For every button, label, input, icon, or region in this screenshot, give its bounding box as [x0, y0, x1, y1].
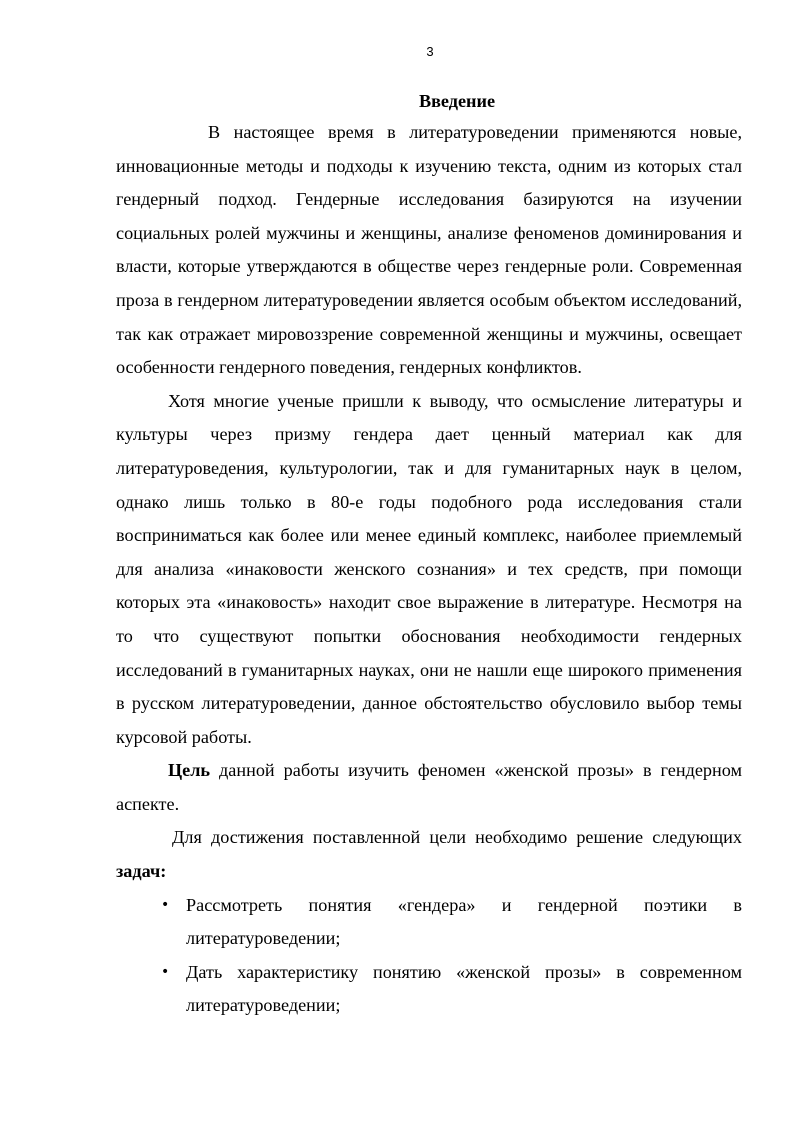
intro-paragraph: В настоящее время в литературоведении применяются новые, инновационные методы и подходы к изучению текста, одним из которых стал гендерный подход. Гендерные исследования базируются на изучении социальных ролей мужчины и женщины, анализе феноменов доминирования и власти, которые утверждаются в обществе через гендерные роли. Современная проза в гендерном литературоведении является особым объектом исследований, так как отражает мировоззрение современной женщины и мужчины, освещает особенности гендерного поведения, гендерных конфликтов.	[116, 122, 742, 378]
tasks-label: задач:	[116, 861, 167, 882]
goal-text: данной работы изучить феномен «женской прозы» в гендерном аспекте.	[116, 760, 742, 814]
section-title: Введение	[418, 91, 496, 111]
document-body	[116, 88, 742, 1023]
task-list	[116, 889, 742, 1023]
tasks-intro-paragraph	[116, 821, 742, 888]
goal-paragraph	[116, 754, 742, 821]
context-paragraph: Хотя многие ученые пришли к выводу, что осмысление литературы и культуры через призму гендера дает ценный материал как для литературоведения, культурологии, так и для гуманитарных наук в целом, однако лишь только в 80-е годы подобного рода исследования стали восприниматься как более или менее единый комплекс, наиболее приемлемый для анализа «инаковости женского сознания» и тех средств, при помощи которых эта «инаковость» находит свое выражение в литературе. Несмотря на то что существуют попытки обоснования необходимости гендерных исследований в гуманитарных науках, они не нашли еще широкого применения в русском литературоведении, данное обстоятельство обусловило выбор темы курсовой работы.	[116, 390, 742, 747]
bullet-icon: •	[161, 896, 170, 913]
list-item	[116, 889, 742, 956]
goal-label: Цель	[168, 760, 211, 781]
list-item	[116, 956, 742, 1023]
page-number: 3	[426, 44, 434, 59]
tasks-intro-text: Для достижения поставленной цели необходимо решение следующих	[172, 827, 742, 848]
task-text: Дать характеристику понятию «женской прозы» в современном литературоведении;	[186, 961, 742, 1016]
task-text: Рассмотреть понятия «гендера» и гендерной поэтики в литературоведении;	[186, 894, 742, 949]
bullet-icon: •	[161, 963, 170, 980]
